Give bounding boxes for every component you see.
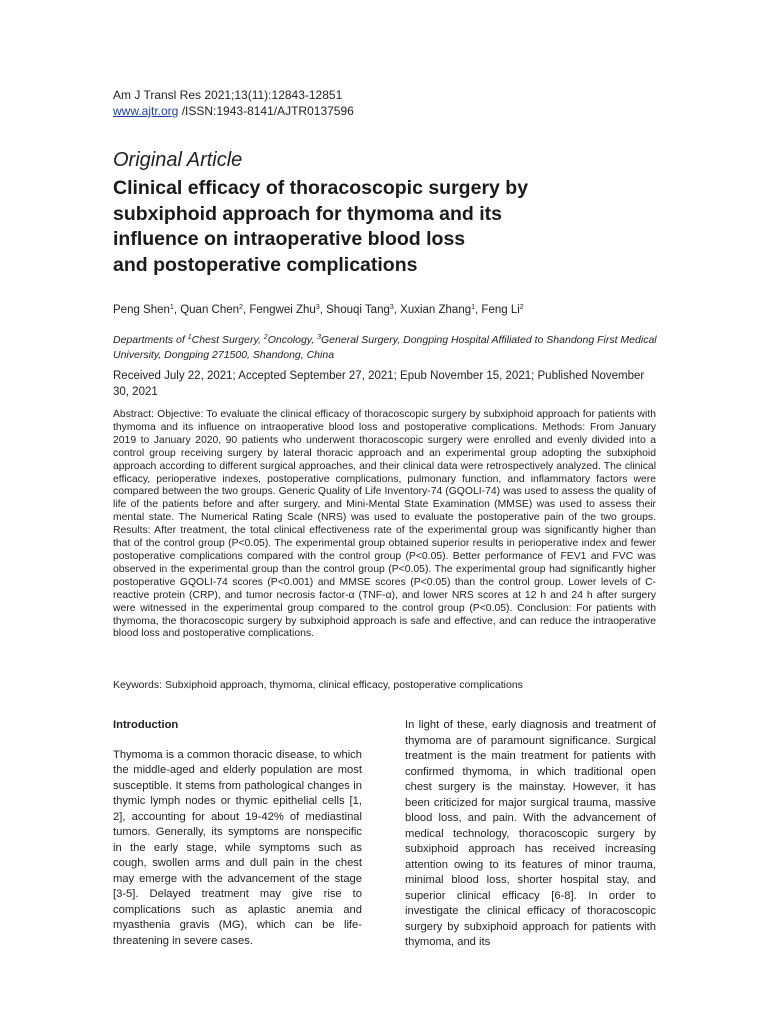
publication-dates: Received July 22, 2021; Accepted September 27, 2021; Epub November 15, 2021; Published November 30, 2021 bbox=[113, 370, 645, 398]
author-affil-mark: 3 bbox=[389, 304, 394, 311]
affil-dept: General Surgery, Dongping Hospital Affiliated to Shandong First Medical University, Dongping 271500, Shandong, China bbox=[113, 334, 657, 361]
affil-prefix: Departments of bbox=[113, 334, 188, 346]
abstract-text: Objective: To evaluate the clinical efficacy of thoracoscopic surgery by subxiphoid approach for patients with thymoma and its influence on intraoperative blood loss and postoperative complications. Methods: From January 2019 to January 2020, 90 patients who underwent thoracoscopic surgery were enrolled and evenly divided into a control group receiving surgery by lateral thoracic approach and an experimental group adopting the subxiphoid approach according to different surgical approaches, and their clinical data were retrospectively analyzed. The clinical efficacy, perioperative indexes, postoperative complications, pulmonary function, and inflammatory factors were compared between the two groups. Generic Quality of Life Inventory-74 (GQOLI-74) was used to assess the quality of life of the patients before and after surgery, and Mini-Mental State Examination (MMSE) was used to assess their mental state. The Numerical Rating Scale (NRS) was used to evaluate the postoperative pain of the two groups. Results: After treatment, the total clinical effectiveness rate of the experimental group was significantly higher than that of the control group (P<0.05). The experimental group obtained superior results in perioperative index and fewer postoperative complications compared with the control group (P<0.05). Better performance of FEV1 and FVC was observed in the experimental group than the control group (P<0.05). The experimental group had significantly higher postoperative GQOLI-74 scores (P<0.001) and MMSE scores (P<0.05) than the control group. Lower levels of C-reactive protein (CRP), and tumor necrosis factor-α (TNF-α), and lower NRS scores at 12 h and 24 h after surgery were witnessed in the experimental group compared to the control group (P<0.05). Conclusion: For patients with thymoma, the thoracoscopic surgery by subxiphoid approach is safe and effective, and can reduce the intraoperative blood loss and postoperative complications. bbox=[113, 409, 656, 640]
author-name: Feng Li bbox=[481, 304, 520, 316]
article-title bbox=[113, 176, 553, 278]
author-affil-mark: 1 bbox=[471, 304, 476, 311]
article-type: Original Article bbox=[113, 149, 243, 171]
journal-links bbox=[113, 103, 354, 119]
author-name: Xuxian Zhang bbox=[400, 304, 472, 316]
author-name: Shouqi Tang bbox=[326, 304, 390, 316]
abstract bbox=[113, 409, 656, 641]
affil-mark: 2 bbox=[263, 334, 268, 341]
body-column-right bbox=[405, 718, 656, 951]
title-line: and postoperative complications bbox=[113, 253, 418, 276]
keywords bbox=[113, 679, 659, 691]
section-heading: Introduction bbox=[113, 719, 179, 731]
author-name: Quan Chen bbox=[180, 304, 240, 316]
title-line: influence on intraoperative blood loss bbox=[113, 228, 466, 250]
affil-mark: 1 bbox=[187, 334, 192, 341]
journal-header bbox=[113, 87, 354, 119]
author-affil-mark: 2 bbox=[239, 304, 243, 311]
affil-mark: 3 bbox=[317, 334, 322, 341]
journal-issn: /ISSN:1943-8141/AJTR0137596 bbox=[181, 104, 354, 118]
body-column-left bbox=[113, 718, 362, 949]
journal-citation: Am J Transl Res 2021;13(11):12843-12851 bbox=[113, 88, 343, 102]
author-affil-mark: 1 bbox=[169, 304, 174, 311]
author-affil-mark: 3 bbox=[315, 304, 320, 311]
affil-dept: Oncology, bbox=[267, 334, 318, 346]
body-paragraph: Thymoma is a common thoracic disease, to which the middle-aged and elderly population are most susceptible. It stems from pathological changes in thymic lymph nodes or thymic epithelial cells [1, 2], accounting for about 19-42% of mediastinal tumors. Generally, its symptoms are nonspecific in the early stage, while symptoms such as cough, swollen arms and dull pain in the chest may emerge with the advancement of the stage [3-5]. Delayed treatment may give rise to complications such as aplastic anemia and myasthenia gravis (MG), which can be life-threatening in severe cases. bbox=[113, 748, 362, 947]
author-name: Fengwei Zhu bbox=[249, 304, 316, 316]
journal-url-link[interactable]: www.ajtr.org bbox=[113, 104, 179, 118]
abstract-label: Abstract: bbox=[113, 409, 154, 420]
body-paragraph: In light of these, early diagnosis and treatment of thymoma are of paramount significance. Surgical treatment is the main treatment for patients with confirmed thymoma, in which traditional open chest surgery is the mainstay. However, it has been criticized for major surgical trauma, massive blood loss, and pain. With the advancement of medical technology, thoracoscopic surgery by subxiphoid approach has received increasing attention owing to its features of minor trauma, minimal blood loss, shorter hospital stay, and superior clinical efficacy [6-8]. In order to investigate the clinical efficacy of thoracoscopic surgery by subxiphoid approach for patients with thymoma, and its bbox=[405, 719, 656, 948]
keywords-text: Subxiphoid approach, thymoma, clinical efficacy, postoperative complications bbox=[164, 679, 523, 691]
keywords-label: Keywords: bbox=[113, 679, 163, 691]
title-line: subxiphoid approach for thymoma and its bbox=[113, 202, 502, 225]
author-name: Peng Shen bbox=[113, 304, 170, 316]
affiliations bbox=[113, 333, 659, 363]
title-line: Clinical efficacy of thoracoscopic surgery by bbox=[113, 177, 529, 199]
author-list: Peng Shen$^1$, Quan Chen$^2$, Fengwei Zhu$^3$, Shouqi Tang$^3$, Xuxian Zhang$^1$, Feng Li$^2$ bbox=[113, 304, 524, 316]
affil-dept: Chest Surgery, bbox=[191, 334, 264, 346]
author-affil-mark: 2 bbox=[519, 304, 524, 311]
